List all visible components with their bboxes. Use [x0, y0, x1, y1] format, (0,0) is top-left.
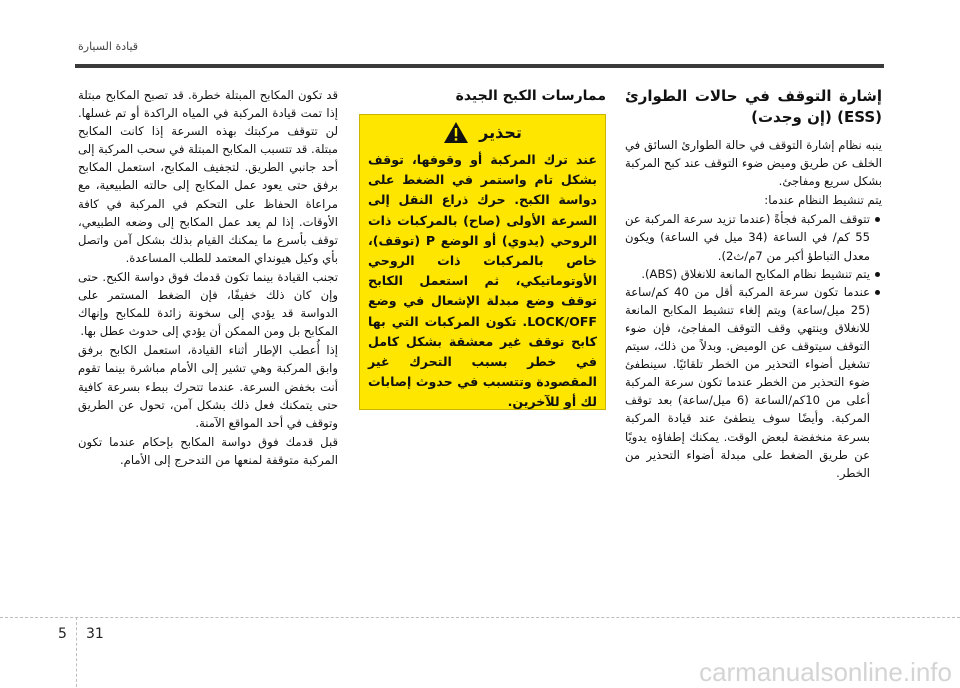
footer-rule [0, 617, 960, 618]
page-number: 31 [86, 626, 104, 642]
paragraph: تجنب القيادة بينما تكون قدمك فوق دواسة الكبح. حتى وإن كان ذلك خفيفًا، فإن الضغط المستمر على الدواسة قد يؤدي إلى سخونة زائدة للمكابح وإنهاك المكابح بل ومن الممكن أن يؤدي إلى حدوث عطل بها. [78, 269, 338, 339]
ess-bullet-list [625, 210, 882, 481]
chapter-number: 5 [58, 626, 67, 642]
header-rule [75, 64, 884, 68]
warning-triangle-icon [443, 121, 469, 144]
warning-title: تحذير [479, 123, 522, 142]
footer-divider [76, 617, 77, 687]
paragraph: قبل قدمك فوق دواسة المكابح بإحكام عندما تكون المركبة متوقفة لمنعها من التدحرج إلى الأمام. [78, 434, 338, 467]
watermark: carmanualsonline.info [699, 657, 952, 687]
right-column [625, 86, 882, 482]
warning-text: عند ترك المركبة أو وقوفها، توقف بشكل تام واستمر في الضغط على دواسة الكبح. حرك ذراع النقل إلى السرعة الأولى (صاح) بالمركبات ذات الروحي (يدوي) أو الوضع P (توقف)، خاص بالمركبات ذات الروحي الأوتوماتيكي، ثم استعمل الكابح توقف وضع مبدلة الإشعال في وضع LOCK/OFF. تكون المركبات التي بها كابح توقف غير معشقة بشكل كامل في خطر بسبب التحرك غير المقصودة وتتسبب في حدوث إصابات لك أو للآخرين. [368, 152, 597, 410]
warning-box [359, 114, 606, 410]
header-title: قيادة السيارة [78, 40, 139, 53]
list-item: تتوقف المركبة فجأةً (عندما تزيد سرعة المركبة عن 55 كم/ في الساعة (34 ميل في الساعة) ويكون معدل التباطؤ أكبر من 7م/ث2). [625, 210, 882, 264]
warning-header [368, 121, 597, 144]
paragraph: قد تكون المكابح المبتلة خطرة. قد تصبح المكابح مبتلة إذا تمت قيادة المركبة في المياه الراكدة أو تم غسلها. لن تتوقف مركبتك بهذه السرعة إذا كانت المكابح مبتلة. قد تتسبب المكابح المبتلة في سحب المركبة إلى أحد جانبي الطريق. لتجفيف المكابح، استعمل المكابح برفق حتى يعود عمل المكابح إلى حالته الطبيعية، مع مراعاة الحفاظ على التحكم في المركبة في كافة الأوقات. إذا لم يعد عمل المكابح إلى وضعه الطبيعي، توقف بأسرع ما يمكنك القيام بذلك بشكل آمن واتصل بأي وكيل هيونداي المعتمد للطلب المساعدة. [78, 88, 338, 265]
paragraph: إذا أُعطب الإطار أثناء القيادة، استعمل الكابح برفق وابق المركبة وهي تشير إلى الأمام مباشرة بينما تقوم أنت بخفض السرعة. عندما تتحرك ببطء بسرعة كافية حتى يتمكنك فعل ذلك بشكل آمن، تحول عن الطريق وتوقف في أحد المواقع الآمنة. [78, 343, 338, 430]
ess-intro: ينبه نظام إشارة التوقف في حالة الطوارئ السائق في الخلف عن طريق وميض ضوء التوقف عند كبح المركبة بشكل سريع ومفاجئ. [625, 138, 882, 189]
ess-activation-label: يتم تنشيط النظام عندما: [764, 193, 882, 208]
list-item: عندما تكون سرعة المركبة أقل من 40 كم/ساعة (25 ميل/ساعة) ويتم إلغاء تنشيط المكابح المانعة للانغلاق وينتهي وقف التوقف المفاجئ، فإن ضوء التوقف سيتوقف عن الوميض. وبدلاً من ذلك، سيتم تشغيل أضواء التحذير من الخطر تلقائيًا. سينطفئ ضوء التحذير من الخطر عندما تكون سرعة المركبة أعلى من 10كم/الساعة (6 ميل/ساعة) بعد توقف المركبة. وأيضًا سوف ينطفئ عند قيادة المركبة بسرعة منخفضة لبعض الوقت. يمكنك إطفاؤه يدويًا عن طريق الضغط على مبدلة أضواء التحذير من الخطر. [625, 283, 882, 482]
left-column [78, 86, 338, 470]
section-title-braking: ممارسات الكبح الجيدة [455, 88, 606, 104]
section-title-ess: إشارة التوقف في حالات الطوارئ (ESS) (إن وجدت) [625, 87, 882, 126]
list-item: يتم تنشيط نظام المكابح المانعة للانغلاق (ABS). [625, 265, 882, 283]
middle-column [359, 86, 606, 410]
